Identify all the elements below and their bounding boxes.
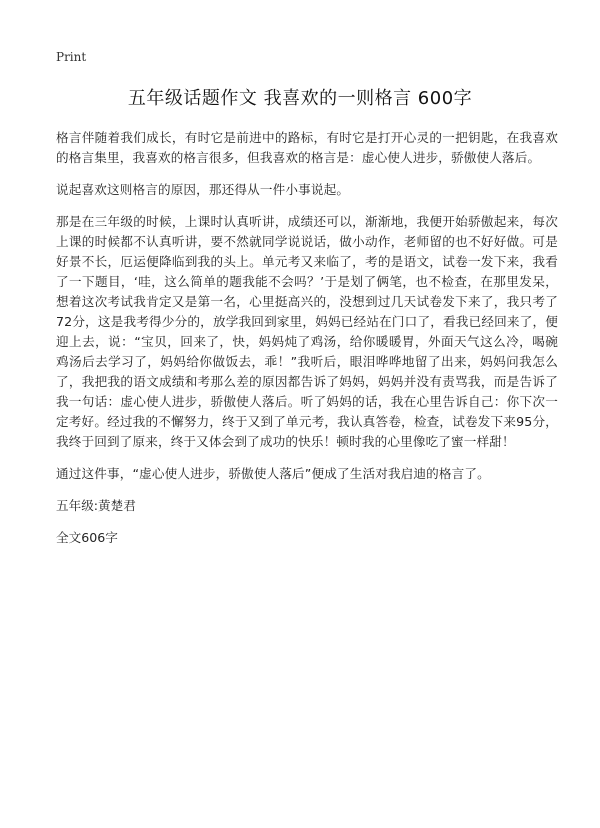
- print-link[interactable]: Print: [56, 50, 87, 64]
- article-body: [56, 128, 558, 548]
- author-line: 五年级:黄楚君: [56, 498, 136, 513]
- article-title: 五年级话题作文 我喜欢的一则格言 600字: [127, 88, 473, 109]
- paragraph-reason: 说起喜欢这则格言的原因，那还得从一件小事说起。: [56, 182, 350, 197]
- paragraph-intro: 格言伴随着我们成长，有时它是前进中的路标，有时它是打开心灵的一把钥匙，在我喜欢的格言集里，我喜欢的格言很多，但我喜欢的格言是：虚心使人进步，骄傲使人落后。: [56, 130, 558, 165]
- word-count: 全文606字: [56, 530, 118, 545]
- paragraph-story: 那是在三年级的时候，上课时认真听讲，成绩还可以，渐渐地，我便开始骄傲起来，每次上课的时候都不认真听讲，要不然就同学说说话，做小动作，老师留的也不好好做。可是好景不长，厄运便降临到我的头上。单元考又来临了，考的是语文，试卷一发下来，我看了一下题目，‘哇，这么简单的题我能不会吗？’于是划了俩笔，也不检查，在那里发呆，想着这次考试我肯定又是第一名，心里挺高兴的，没想到过几天试卷发下来了，我只考了72分，这是我考得少分的，放学我回到家里，妈妈已经站在门口了，看我已经回来了，便迎上去，说：“宝贝，回来了，快，妈妈炖了鸡汤，给你暖暖胃，外面天气这么冷，喝碗鸡汤后去学习了，妈妈给你做饭去，乖！”我听后，眼泪哗哗地留了出来，妈妈问我怎么了，我把我的语文成绩和考那么差的原因都告诉了妈妈，妈妈并没有责骂我，而是告诉了我一句话：虚心使人进步，骄傲使人落后。听了妈妈的话，我在心里告诉自己：你下次一定考好。经过我的不懈努力，终于又到了单元考，我认真答卷，检查，试卷发下来95分，我终于回到了原来，终于又体会到了成功的快乐！顿时我的心里像吃了蜜一样甜！: [56, 214, 558, 449]
- paragraph-conclusion: 通过这件事，“虚心使人进步，骄傲使人落后”便成了生活对我启迪的格言了。: [56, 466, 490, 481]
